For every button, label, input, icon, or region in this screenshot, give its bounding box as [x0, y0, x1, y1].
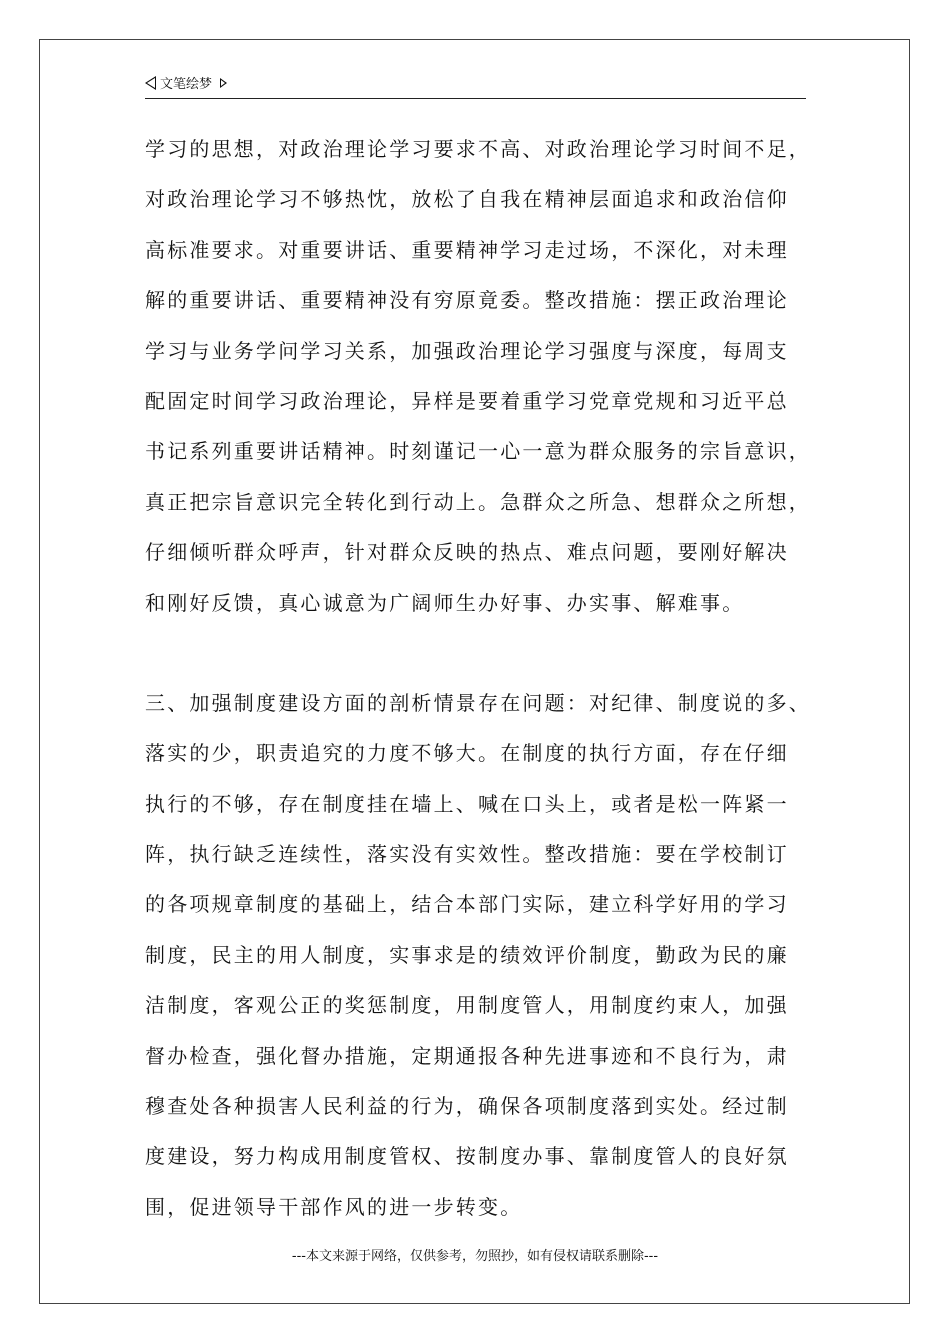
triangle-right-icon — [220, 78, 227, 88]
text-line: 执行的不够，存在制度挂在墙上、喊在口头上，或者是松一阵紧一 — [145, 791, 789, 816]
text-line: 洁制度，客观公正的奖惩制度，用制度管人，用制度约束人，加强 — [145, 993, 789, 1018]
text-line: 和刚好反馈，真心诚意为广阔师生办好事、办实事、解难事。 — [145, 590, 745, 615]
text-line: 落实的少，职责追究的力度不够大。在制度的执行方面，存在仔细 — [145, 741, 789, 766]
page-footer-disclaimer: ---本文来源于网络，仅供参考，勿照抄，如有侵权请联系删除--- — [291, 1249, 659, 1264]
document-body — [145, 124, 825, 1232]
text-line: 真正把宗旨意识完全转化到行动上。急群众之所急、想群众之所想， — [145, 489, 811, 514]
paragraph-2 — [145, 678, 825, 1232]
text-line: 制度，民主的用人制度，实事求是的绩效评价制度，勤政为民的廉 — [145, 942, 789, 967]
text-line: 解的重要讲话、重要精神没有穷原竟委。整改措施：摆正政治理论 — [145, 288, 789, 313]
paragraph-1 — [145, 124, 825, 628]
text-line: 对政治理论学习不够热忱，放松了自我在精神层面追求和政治信仰 — [145, 187, 789, 212]
text-line: 仔细倾听群众呼声，针对群众反映的热点、难点问题，要刚好解决 — [145, 540, 789, 565]
text-line: 度建设，努力构成用制度管权、按制度办事、靠制度管人的良好氛 — [145, 1144, 789, 1169]
text-line: 学习的思想，对政治理论学习要求不高、对政治理论学习时间不足， — [145, 137, 811, 161]
triangle-left-icon — [145, 76, 156, 90]
text-line: 书记系列重要讲话精神。时刻谨记一心一意为群众服务的宗旨意识， — [145, 439, 811, 464]
text-line: 学习与业务学问学习关系，加强政治理论学习强度与深度，每周支 — [145, 338, 789, 363]
text-line: 高标准要求。对重要讲话、重要精神学习走过场，不深化，对未理 — [145, 237, 789, 262]
text-line: 穆查处各种损害人民利益的行为，确保各项制度落到实处。经过制 — [145, 1094, 789, 1119]
header-brand: 文笔绘梦 — [160, 77, 213, 92]
text-line: 的各项规章制度的基础上，结合本部门实际，建立科学好用的学习 — [145, 892, 789, 917]
text-line: 督办检查，强化督办措施，定期通报各种先进事迹和不良行为，肃 — [145, 1043, 789, 1068]
paragraph-gap — [145, 628, 825, 678]
text-line: 三、加强制度建设方面的剖析情景存在问题：对纪律、制度说的多、 — [145, 690, 811, 715]
text-line: 围，促进领导干部作风的进一步转变。 — [145, 1194, 523, 1219]
page-header — [145, 74, 806, 99]
text-line: 阵，执行缺乏连续性，落实没有实效性。整改措施：要在学校制订 — [145, 842, 789, 867]
text-line: 配固定时间学习政治理论，异样是要着重学习党章党规和习近平总 — [145, 388, 789, 413]
